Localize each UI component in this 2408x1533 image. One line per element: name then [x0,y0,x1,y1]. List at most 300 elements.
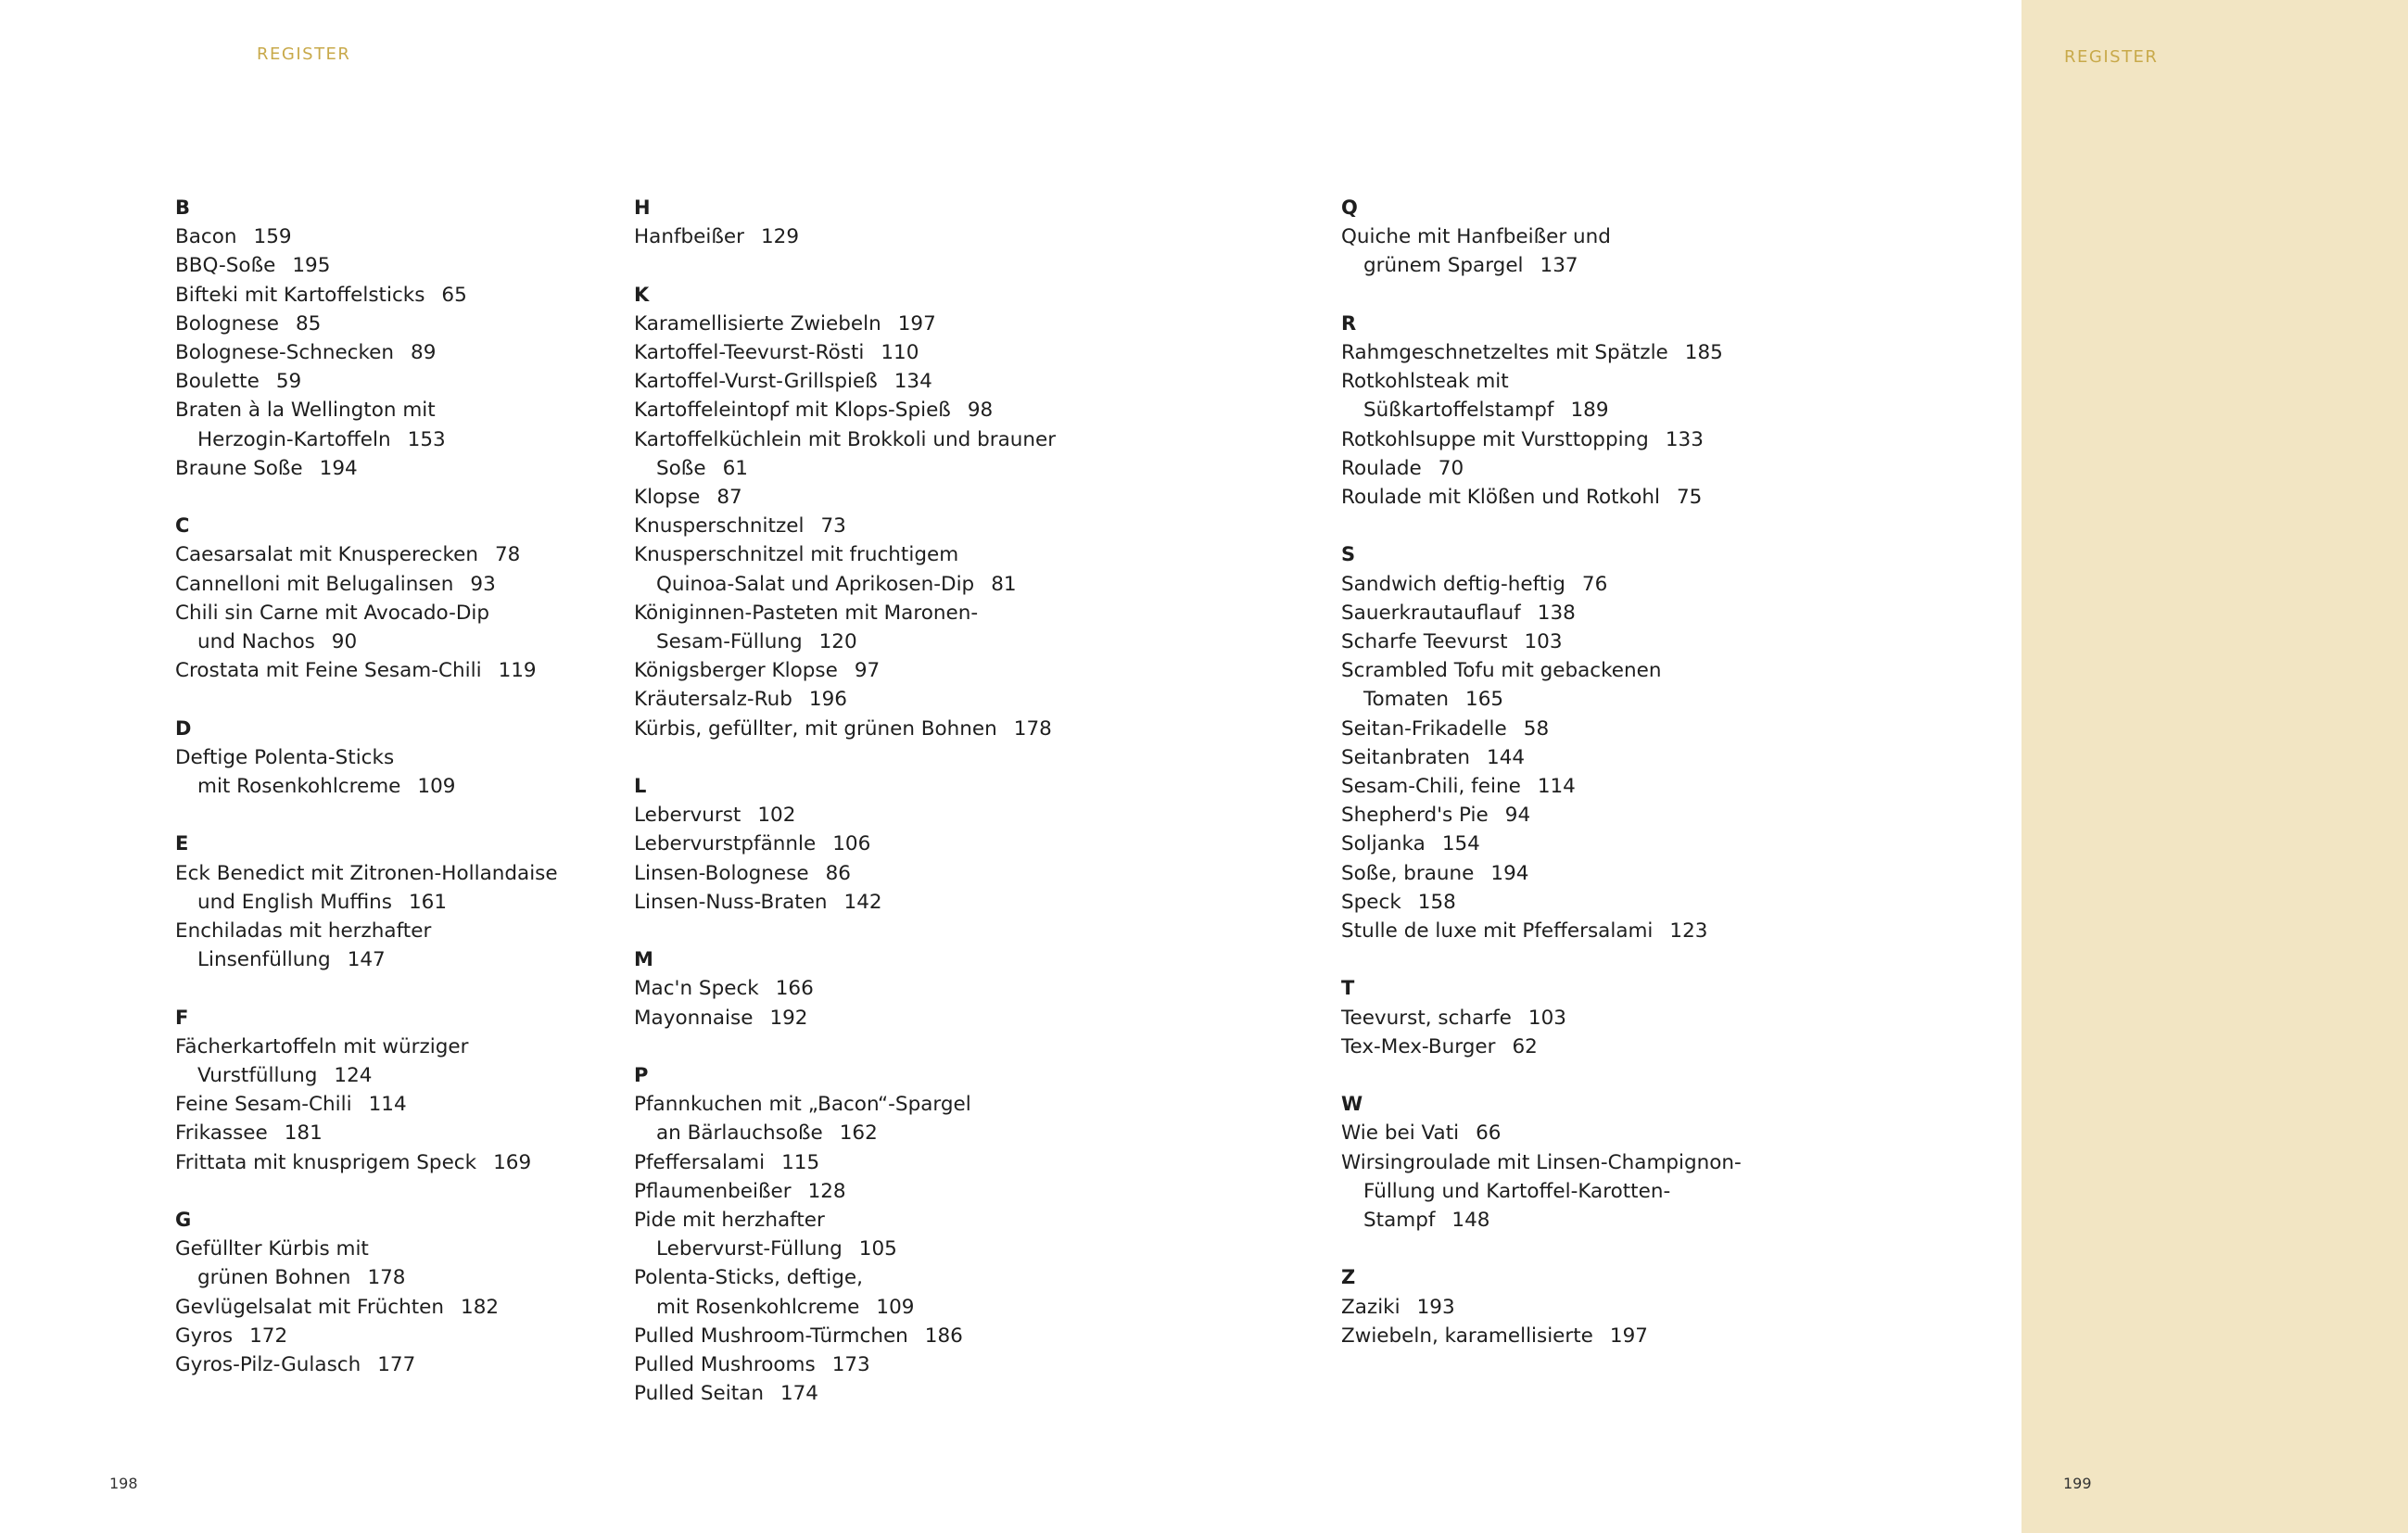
index-entry [175,222,558,251]
entry-page-number: 119 [498,659,537,683]
entry-page-number: 97 [854,659,881,683]
entry-page-number: 94 [1504,804,1531,828]
entry-text: Eck Benedict mit Zitronen-Hollandaise [175,861,558,885]
entry-line [1341,251,1742,280]
entry-page-number: 115 [781,1150,820,1174]
index-section [634,194,1056,251]
entry-text: Stulle de luxe mit Pfeffersalami [1341,919,1654,943]
entry-text: Karamellisierte Zwiebeln [634,311,881,336]
entry-page-number: 59 [275,370,302,394]
entry-line [634,627,1056,656]
entry-line [175,917,558,945]
entry-text: grünem Spargel [1363,254,1524,278]
index-section [175,715,558,802]
entry-text: Linsen-Bolognese [634,861,809,885]
entry-line [175,1033,558,1061]
entry-text: Pfannkuchen mit „Bacon“-Spargel [634,1093,971,1117]
entry-line [634,1235,1056,1263]
entry-line [634,1119,1056,1147]
entry-text: Scharfe Teevurst [1341,629,1508,653]
index-entry [175,540,558,569]
entry-page-number: 114 [1537,774,1576,798]
entry-text: Gefüllter Kürbis mit [175,1237,369,1261]
entry-page-number: 109 [417,774,456,798]
entry-text: Mayonnaise [634,1006,754,1030]
entry-text: Sandwich deftig-heftig [1341,572,1565,596]
index-entry [175,281,558,310]
index-entry [175,1090,558,1119]
entry-page-number: 197 [897,311,936,336]
index-entry [1341,222,1742,280]
index-entry [1341,743,1742,772]
entry-page-number: 165 [1465,688,1504,712]
entry-line [1341,1119,1742,1147]
entry-page-number: 185 [1684,340,1723,364]
index-entry [1341,1322,1742,1350]
entry-text: Frittata mit knusprigem Speck [175,1150,477,1174]
index-entry [175,1322,558,1350]
entry-line [634,1350,1056,1379]
entry-text: Vurstfüllung [197,1063,318,1087]
entry-line [175,888,558,917]
entry-line [634,1379,1056,1408]
entry-page-number: 87 [716,485,742,509]
running-head-right: REGISTER [2064,47,2159,67]
entry-line [175,1119,558,1147]
entry-text: Wie bei Vati [1341,1121,1460,1146]
index-entry [634,830,1056,858]
entry-line [634,454,1056,483]
entry-text: Quiche mit Hanfbeißer und [1341,225,1611,249]
entry-line [634,1206,1056,1235]
index-entry [175,599,558,656]
entry-text: Knusperschnitzel mit fruchtigem [634,543,959,567]
entry-page-number: 144 [1487,745,1526,769]
entry-text: Bifteki mit Kartoffelsticks [175,283,425,307]
entry-line [634,715,1056,743]
entry-page-number: 128 [807,1179,846,1203]
entry-text: Königsberger Klopse [634,659,838,683]
entry-line [175,599,558,627]
index-column-2 [634,194,1056,1438]
entry-line [1341,1033,1742,1061]
index-entry [634,1004,1056,1033]
section-letter: M [634,948,653,971]
entry-text: Soße, braune [1341,861,1475,885]
entry-page-number: 73 [820,514,846,538]
entry-page-number: 162 [839,1121,878,1146]
entry-text: Sauerkrautauflauf [1341,601,1521,625]
entry-text: Stampf [1363,1208,1436,1232]
section-letter: Q [1341,196,1358,219]
entry-text: Sesam-Füllung [656,630,803,653]
entry-text: Braune Soße [175,456,303,480]
entry-page-number: 66 [1476,1121,1502,1146]
entry-page-number: 137 [1540,254,1578,278]
entry-page-number: 62 [1512,1034,1538,1058]
index-entry [175,1350,558,1379]
entry-page-number: 89 [411,341,437,364]
entry-page-number: 194 [1490,861,1529,885]
index-entry [1341,859,1742,888]
entry-text: Pulled Mushrooms [634,1352,816,1376]
index-entry [175,656,558,685]
section-letter: R [1341,311,1357,335]
index-section [1341,194,1742,281]
index-entry [1341,1293,1742,1322]
entry-line [1341,599,1742,627]
entry-text: Soße [656,456,706,480]
entry-text: Gyros-Pilz-Gulasch [175,1352,361,1376]
index-entry [634,685,1056,714]
section-letter: F [175,1006,189,1029]
entry-line [175,1263,558,1292]
section-letter: S [1341,543,1356,566]
index-section [175,1206,558,1379]
entry-page-number: 197 [1609,1324,1648,1348]
entry-page-number: 134 [893,370,932,394]
entry-text: an Bärlauchsoße [656,1121,823,1146]
entry-line [1341,801,1742,830]
index-section [1341,540,1742,945]
entry-text: Kartoffelküchlein mit Brokkoli und brauner [634,427,1057,451]
index-section [1341,1263,1742,1350]
entry-text: Teevurst, scharfe [1341,1006,1512,1030]
entry-text: Lebervurstpfännle [634,832,817,856]
entry-line [1341,1148,1742,1177]
index-entry [634,1379,1056,1408]
entry-text: Roulade mit Klößen und Rotkohl [1341,485,1660,509]
index-entry [634,801,1056,830]
index-entry [175,743,558,801]
entry-text: Lebervurst-Füllung [656,1237,843,1261]
entry-page-number: 161 [409,890,448,914]
entry-page-number: 174 [779,1382,818,1406]
entry-text: Kürbis, gefüllter, mit grünen Bohnen [634,716,997,741]
entry-page-number: 148 [1451,1208,1490,1232]
entry-text: Gevlügelsalat mit Früchten [175,1295,445,1319]
entry-line [175,281,558,310]
entry-line [175,310,558,338]
entry-page-number: 133 [1665,427,1704,451]
index-entry [1341,570,1742,599]
entry-page-number: 194 [319,456,358,480]
section-letter: H [634,196,651,219]
entry-text: mit Rosenkohlcreme [656,1295,860,1319]
index-entry [634,656,1056,685]
entry-line [175,945,558,974]
entry-line [634,1322,1056,1350]
running-head-left: REGISTER [257,44,351,64]
page-number-left: 198 [109,1475,138,1492]
entry-line [1341,454,1742,483]
entry-line [634,1263,1056,1292]
entry-page-number: 178 [367,1266,406,1290]
entry-text: Caesarsalat mit Knusperecken [175,543,478,567]
entry-page-number: 192 [769,1006,808,1030]
index-column-1 [175,194,558,1408]
index-entry [1341,338,1742,367]
entry-text: Kräutersalz-Rub [634,688,792,712]
entry-line [634,338,1056,367]
entry-text: Pulled Mushroom-Türmchen [634,1324,908,1348]
entry-line [1341,656,1742,685]
entry-page-number: 81 [991,572,1017,596]
index-entry [634,310,1056,338]
entry-text: Pflaumenbeißer [634,1179,792,1203]
index-entry [634,1263,1056,1321]
entry-text: Rotkohlsuppe mit Vursttopping [1341,427,1649,451]
entry-page-number: 90 [331,630,358,653]
entry-page-number: 169 [493,1150,532,1174]
entry-text: Pulled Seitan [634,1382,764,1406]
index-entry [175,367,558,396]
entry-text: Frikassee [175,1121,268,1146]
entry-text: Wirsingroulade mit Linsen-Champignon- [1341,1150,1742,1174]
index-entry [175,570,558,599]
entry-page-number: 105 [858,1237,897,1261]
entry-line [1341,1322,1742,1350]
entry-line [634,1004,1056,1033]
index-section [175,194,558,483]
index-entry [1341,1033,1742,1061]
section-letter: G [175,1208,192,1231]
entry-page-number: 129 [761,225,800,249]
entry-page-number: 98 [967,399,994,423]
entry-page-number: 138 [1537,601,1576,625]
entry-text: Linsenfüllung [197,948,331,972]
entry-page-number: 178 [1013,716,1052,741]
entry-line [1341,1004,1742,1033]
entry-text: Kartoffeleintopf mit Klops-Spieß [634,399,951,423]
entry-text: Linsen-Nuss-Braten [634,890,828,914]
entry-line [175,396,558,424]
entry-line [634,830,1056,858]
index-entry [175,1235,558,1292]
section-letter: T [1341,977,1355,1000]
section-letter: E [175,832,189,855]
entry-page-number: 159 [253,225,292,249]
entry-line [1341,685,1742,714]
index-entry [1341,888,1742,917]
entry-page-number: 123 [1669,919,1708,943]
index-entry [1341,830,1742,858]
entry-text: Süßkartoffelstampf [1363,399,1554,423]
index-entry [1341,917,1742,945]
entry-line [1341,425,1742,454]
index-section [1341,974,1742,1061]
entry-text: Shepherd's Pie [1341,804,1489,828]
entry-line [634,483,1056,512]
entry-line [634,859,1056,888]
index-entry [634,512,1056,540]
entry-page-number: 147 [347,948,386,972]
entry-line [1341,715,1742,743]
entry-text: Bacon [175,225,237,249]
entry-text: Rotkohlsteak mit [1341,370,1509,394]
entry-page-number: 103 [1527,1006,1566,1030]
right-page-tint [2021,0,2408,1533]
entry-text: mit Rosenkohlcreme [197,774,401,798]
entry-text: Cannelloni mit Belugalinsen [175,572,454,596]
entry-line [175,1235,558,1263]
index-entry [634,1206,1056,1263]
entry-text: Knusperschnitzel [634,514,805,538]
entry-line [1341,888,1742,917]
entry-line [1341,1206,1742,1235]
index-entry [175,310,558,338]
entry-line [175,1061,558,1090]
entry-text: Lebervurst [634,804,741,828]
index-entry [1341,425,1742,454]
entry-line [634,570,1056,599]
entry-page-number: 58 [1523,716,1550,741]
entry-text: Seitanbraten [1341,745,1471,769]
entry-text: Pide mit herzhafter [634,1208,825,1232]
entry-line [175,859,558,888]
index-entry [1341,1148,1742,1235]
index-entry [634,483,1056,512]
entry-line [634,599,1056,627]
entry-line [634,540,1056,569]
entry-line [175,540,558,569]
entry-line [175,772,558,801]
entry-text: Kartoffel-Teevurst-Rösti [634,340,865,364]
entry-line [1341,483,1742,512]
entry-line [634,310,1056,338]
entry-line [175,454,558,483]
entry-text: Boulette [175,370,260,394]
entry-text: Feine Sesam-Chili [175,1093,352,1117]
entry-page-number: 172 [249,1324,288,1348]
section-letter: Z [1341,1266,1356,1289]
entry-text: Polenta-Sticks, deftige, [634,1266,863,1290]
entry-text: Kartoffel-Vurst-Grillspieß [634,370,878,394]
entry-page-number: 182 [461,1295,500,1319]
entry-line [175,1148,558,1177]
entry-page-number: 102 [757,804,796,828]
entry-text: Klopse [634,485,701,509]
entry-page-number: 177 [377,1352,416,1376]
index-entry [175,251,558,280]
entry-line [1341,367,1742,396]
index-entry [1341,656,1742,714]
index-entry [1341,715,1742,743]
index-entry [175,454,558,483]
entry-text: Hanfbeißer [634,225,744,249]
entry-line [175,338,558,367]
entry-line [634,974,1056,1003]
index-entry [634,1148,1056,1177]
entry-text: BBQ-Soße [175,254,276,278]
entry-text: Mac'n Speck [634,977,759,1001]
entry-line [175,222,558,251]
entry-line [175,425,558,454]
entry-text: Bolognese [175,311,279,336]
section-letter: P [634,1063,649,1086]
entry-text: Braten à la Wellington mit [175,399,436,423]
entry-line [634,425,1056,454]
entry-text: grünen Bohnen [197,1266,351,1290]
index-entry [1341,627,1742,656]
entry-line [634,888,1056,917]
index-section [634,281,1056,743]
index-entry [1341,772,1742,801]
entry-line [1341,830,1742,858]
index-section [634,1061,1056,1408]
entry-line [634,1090,1056,1119]
entry-line [175,743,558,772]
index-section [634,945,1056,1033]
entry-line [634,1177,1056,1206]
entry-page-number: 106 [832,832,871,856]
index-column-3 [1341,194,1742,1379]
entry-text: Füllung und Kartoffel-Karotten- [1363,1179,1671,1203]
entry-page-number: 109 [876,1295,915,1319]
entry-line [634,1148,1056,1177]
entry-line [1341,627,1742,656]
entry-line [1341,859,1742,888]
entry-page-number: 142 [843,890,882,914]
entry-page-number: 195 [292,254,331,278]
index-entry [634,1322,1056,1350]
section-letter: D [175,716,192,740]
entry-text: Soljanka [1341,832,1426,856]
entry-line [634,801,1056,830]
entry-line [634,222,1056,251]
entry-page-number: 85 [295,311,322,336]
index-entry [1341,1004,1742,1033]
index-entry [634,859,1056,888]
section-letter: W [1341,1093,1363,1116]
entry-line [634,1293,1056,1322]
index-entry [634,425,1056,483]
entry-page-number: 181 [284,1121,323,1146]
entry-page-number: 114 [368,1093,407,1117]
entry-text: Tex-Mex-Burger [1341,1034,1496,1058]
index-entry [634,338,1056,367]
entry-text: Enchiladas mit herzhafter [175,919,432,943]
entry-text: Seitan-Frikadelle [1341,716,1507,741]
entry-text: Tomaten [1363,688,1450,712]
index-entry [634,1090,1056,1147]
entry-line [175,367,558,396]
entry-text: Chili sin Carne mit Avocado-Dip [175,601,490,625]
entry-text: Zwiebeln, karamellisierte [1341,1324,1593,1348]
index-entry [1341,801,1742,830]
entry-page-number: 76 [1581,572,1608,596]
entry-page-number: 154 [1441,832,1480,856]
index-entry [175,1148,558,1177]
index-entry [634,599,1056,656]
section-letter: C [175,514,190,538]
entry-line [634,512,1056,540]
entry-line [1341,1293,1742,1322]
index-entry [175,338,558,367]
entry-line [634,656,1056,685]
index-entry [1341,483,1742,512]
index-entry [175,917,558,974]
entry-text: Herzogin-Kartoffeln [197,427,391,451]
entry-line [175,1090,558,1119]
entry-page-number: 65 [441,283,467,307]
index-entry [634,222,1056,251]
section-letter: K [634,283,650,306]
entry-line [1341,743,1742,772]
entry-line [175,656,558,685]
index-entry [634,715,1056,743]
entry-line [1341,917,1742,945]
